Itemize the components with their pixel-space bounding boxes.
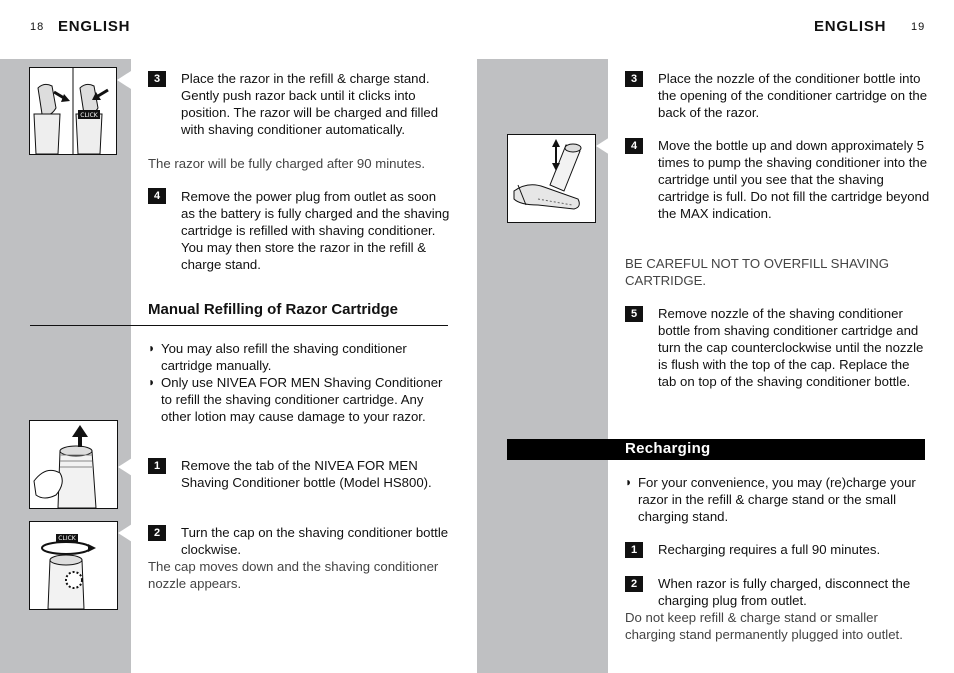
note-full-charge: The razor will be fully charged after 90 minutes. xyxy=(148,156,426,171)
bullet-marker-2: ◗ xyxy=(148,375,156,389)
figure-pointer-3 xyxy=(118,524,132,542)
step-text-right-3: Place the nozzle of the conditioner bottle into the opening of the conditioner cartridge on the back of the razor. xyxy=(658,71,928,120)
click-label-b: CLICK xyxy=(58,535,76,542)
section-bar-recharging: Recharging xyxy=(507,439,925,460)
step-number-right-4: 4 xyxy=(625,138,643,154)
page-number-left: 18 xyxy=(30,21,45,33)
page-number-right: 19 xyxy=(911,21,926,33)
step-number-left-2: 2 xyxy=(148,525,166,541)
step-number-left-1: 1 xyxy=(148,458,166,474)
section-title-manual-refill: Manual Refilling of Razor Cartridge xyxy=(148,301,399,318)
recharging-note: Do not keep refill & charge stand or smaller charging stand permanently plugged into outlet. xyxy=(625,610,903,642)
recharging-bullet-marker: ◗ xyxy=(625,475,633,489)
figure-bottle-into-razor xyxy=(507,134,596,223)
recharge-step-text-1: Recharging requires a full 90 minutes. xyxy=(658,542,881,557)
figure-pointer-2 xyxy=(118,458,132,476)
bullet-marker-1: ◗ xyxy=(148,341,156,355)
recharge-step-number-2: 2 xyxy=(625,576,643,592)
header-left: ENGLISH xyxy=(58,18,131,35)
warning-overfill: BE CAREFUL NOT TO OVERFILL SHAVING CARTRIDGE. xyxy=(625,256,890,288)
recharge-step-text-2: When razor is fully charged, disconnect the charging plug from outlet. xyxy=(658,576,911,608)
step-text-left-2: Turn the cap on the shaving conditioner bottle clockwise. xyxy=(181,525,449,557)
figure-pointer-4 xyxy=(596,137,610,155)
figure-remove-tab xyxy=(29,420,118,509)
recharge-step-number-1: 1 xyxy=(625,542,643,558)
step-text-right-4: Move the bottle up and down approximately 5 times to pump the shaving conditioner into the cartridge until you see that the shaving cartridge is full. Do not fill the cartridge beyond the MAX indication. xyxy=(658,138,930,221)
step-text-right-5: Remove nozzle of the shaving conditioner bottle from shaving conditioner cartridge and turn the cap counterclockwise until the nozzle is flush with the top of the cap. Replace the tab on top of the shaving conditioner bottle. xyxy=(658,306,924,389)
step-text-left-4: Remove the power plug from outlet as soon as the battery is fully charged and the shaving cartridge is refilled with shaving conditioner. You may then store the razor in the refill & charge stand. xyxy=(181,189,450,272)
click-label-a: CLICK xyxy=(80,112,98,119)
step-text-left-3: Place the razor in the refill & charge stand. Gently push razor back until it clicks into position. The razor will be charged and filled with shaving conditioner automatically. xyxy=(181,71,439,137)
bullet-text-2: Only use NIVEA FOR MEN Shaving Conditioner to refill the shaving conditioner cartridge. Any other lotion may cause damage to your razor. xyxy=(161,375,443,424)
figure-turn-cap xyxy=(29,521,118,610)
step-text-left-1: Remove the tab of the NIVEA FOR MEN Shaving Conditioner bottle (Model HS800). xyxy=(181,458,432,490)
step-number-left-3: 3 xyxy=(148,71,166,87)
figure-razor-in-stand xyxy=(29,67,117,155)
section-rule xyxy=(30,325,448,326)
figure-pointer-1 xyxy=(117,71,131,89)
step-number-right-3: 3 xyxy=(625,71,643,87)
header-right: ENGLISH xyxy=(814,18,887,35)
recharging-bullet-text: For your convenience, you may (re)charge your razor in the refill & charge stand or the small charging stand. xyxy=(638,475,916,524)
step-number-right-5: 5 xyxy=(625,306,643,322)
bullet-text-1: You may also refill the shaving conditioner cartridge manually. xyxy=(161,341,407,373)
note-cap-moves: The cap moves down and the shaving conditioner nozzle appears. xyxy=(148,559,439,591)
step-number-left-4: 4 xyxy=(148,188,166,204)
